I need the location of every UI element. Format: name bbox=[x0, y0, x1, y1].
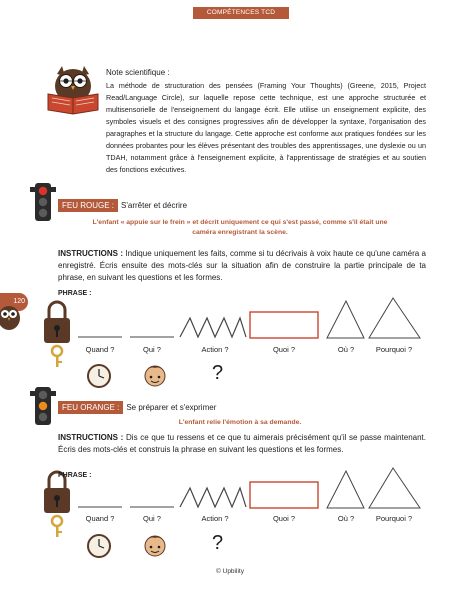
question-label: Action ? bbox=[201, 345, 229, 354]
clock-icon bbox=[88, 535, 110, 557]
face-icon bbox=[145, 366, 165, 386]
section-subtitle: Se préparer et s'exprimer bbox=[126, 403, 217, 412]
question-mark-icon: ? bbox=[212, 362, 224, 384]
action-zigzag bbox=[180, 318, 246, 337]
instructions-text: Dis ce que tu ressens et ce que tu aimerais précisément qu'il se passe maintenant. Écris des mots-clés et construis la phrase en suivant les questions et les formes. bbox=[58, 433, 426, 454]
note-title: Note scientifique : bbox=[106, 68, 170, 77]
lock-key-icon bbox=[44, 472, 70, 537]
note-body: La méthode de structuration des pensées (Framing Your Thoughts) (Greene, 2015, Project Read/Language Circle), sur laquelle repose cette technique, est une approche structurée et multisensorielle de l'enseignement du langage écrit. Elle utilise un enseignement explicite, des symboles visuels et des consignes progressives afin de développer la syntaxe, l'organisation des paragraphes et la structure du langage. Cette approche est conforme aux pratiques fondées sur les données probantes pour les élèves présentant des troubles des apprentissages, une dyslexie ou un TDAH, notamment grâce à l'enseignement explicite, à l'apprentissage de stratégies et au soutien des fonctions exécutives. bbox=[106, 81, 426, 174]
question-label: Action ? bbox=[201, 514, 229, 523]
pourquoi-triangle bbox=[369, 468, 420, 508]
section-note: L'enfant « appuie sur le frein » et décrit uniquement ce qui s'est passé, comme s'il était une caméra enregistrant la scène. bbox=[92, 219, 388, 236]
section-note: L'enfant relie l'émotion à sa demande. bbox=[178, 419, 302, 426]
question-label: Où ? bbox=[337, 345, 355, 354]
question-label: Quoi ? bbox=[272, 345, 296, 354]
phrase-label: PHRASE : bbox=[58, 290, 92, 297]
question-label: Quoi ? bbox=[272, 514, 296, 523]
instructions-label: INSTRUCTIONS : bbox=[58, 249, 124, 258]
instructions-label: INSTRUCTIONS : bbox=[58, 433, 124, 442]
section-title: FEU ROUGE : bbox=[58, 199, 118, 212]
question-label: Où ? bbox=[337, 514, 355, 523]
question-label: Quand ? bbox=[85, 345, 115, 354]
quoi-box bbox=[250, 482, 318, 508]
question-label: Pourquoi ? bbox=[375, 345, 413, 354]
ou-triangle bbox=[327, 471, 364, 508]
ou-triangle bbox=[327, 301, 364, 338]
question-mark-icon: ? bbox=[212, 532, 224, 554]
page-number: 120 bbox=[0, 293, 28, 311]
action-zigzag bbox=[180, 488, 246, 507]
question-label: Qui ? bbox=[143, 514, 161, 523]
question-label: Quand ? bbox=[85, 514, 115, 523]
traffic-light-icon bbox=[30, 387, 56, 427]
section-instructions bbox=[58, 432, 426, 456]
face-icon bbox=[145, 536, 165, 556]
lock-key-icon bbox=[44, 302, 70, 367]
footer: © Upbility bbox=[216, 568, 244, 575]
section-title: FEU ORANGE : bbox=[58, 401, 123, 414]
instructions-text: Indique uniquement les faits, comme si tu décrivais à voix haute ce qu'une caméra a enregistré. Écris ensuite des mots-clés sur la situation afin de construire la partie principale de ta phrase, en suivant les questions et les formes. bbox=[58, 249, 426, 282]
question-label: Pourquoi ? bbox=[375, 514, 413, 523]
phrase-label: PHRASE : bbox=[58, 472, 92, 479]
section-subtitle: S'arrêter et décrire bbox=[121, 201, 188, 210]
header-badge: COMPÉTENCES TCD bbox=[193, 7, 289, 19]
pourquoi-triangle bbox=[369, 298, 420, 338]
question-label: Qui ? bbox=[143, 345, 161, 354]
quoi-box bbox=[250, 312, 318, 338]
clock-icon bbox=[88, 365, 110, 387]
